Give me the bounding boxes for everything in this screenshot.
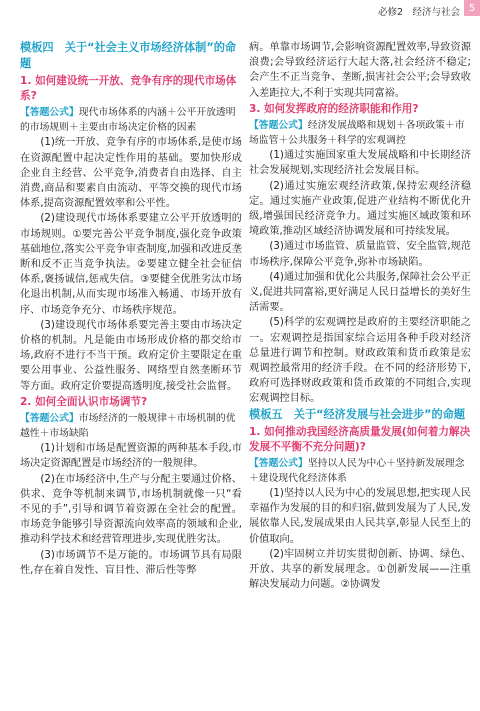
question-heading: 2. 如何全面认识市场调节? <box>20 395 148 408</box>
left-column <box>20 40 242 578</box>
page-header <box>0 0 480 22</box>
formula-tag: 【答题公式】 <box>249 119 308 131</box>
running-header: 必修2 经济与社会 <box>377 7 460 18</box>
paragraph: (2)通过实施宏观经济政策,保持宏观经济稳定。通过实施产业政策,促进产业结构不断优化升级,增强国民经济竞争力。通过实施区域政策和环境政策,推动区域经济协调发展和可持续发展。 <box>249 180 471 238</box>
formula-tag: 【答题公式】 <box>20 412 79 424</box>
paragraph: (3)通过市场监管、质量监管、安全监管,规范市场秩序,保障公平竞争,弥补市场缺陷。 <box>249 241 471 268</box>
paragraph: (2)建设现代市场体系要建立公平开放透明的市场规则。①要完善公平竞争制度,强化竞争政策基础地位,落实公平竞争审查制度,加强和改进反垄断和反不正当竞争执法。②要建立健全社会征信体系,褒扬诚信,惩戒失信。③要健全优胜劣汰市场化退出机制,从而实现市场准入畅通、市场开放有序、市场竞争充分、市场秩序规范。 <box>20 213 242 316</box>
module-title: 模板五 关于“经济发展与社会进步”的命题 <box>249 407 466 421</box>
formula-tag: 【答题公式】 <box>20 107 79 118</box>
paragraph: (4)通过加强和优化公共服务,保障社会公平正义,促进共同富裕,更好满足人民日益增长的美好生活需要。 <box>249 271 471 314</box>
paragraph: (2)牢固树立并切实贯彻创新、协调、绿色、开放、共享的新发展理念。①创新发展——注重解决发展动力问题。②协调发 <box>249 548 471 591</box>
paragraph: (2)在市场经济中,生产与分配主要通过价格、供求、竞争等机制来调节,市场机制就像一只“看不见的手”,引导和调节着资源在全社会的配置。市场竞争能够引导资源流向效率高的领域和企业,推动科学技术和经营管理进步,实现优胜劣汰。 <box>20 473 242 546</box>
paragraph: (1)统一开放、竞争有序的市场体系,是使市场在资源配置中起决定性作用的基础。要加快形成企业自主经营、公平竞争,消费者自由选择、自主消费,商品和要素自由流动、平等交换的现代市场体系,提高资源配置效率和公平性。 <box>20 137 242 210</box>
paragraph: 病。单靠市场调节,会影响资源配置效率,导致资源浪费;会导致经济运行大起大落,社会经济不稳定;会产生不正当竞争、垄断,损害社会公平;会导致收入差距拉大,不利于实现共同富裕。 <box>249 42 471 99</box>
paragraph: (1)坚持以人民为中心的发展思想,把实现人民幸福作为发展的目的和归宿,做到发展为了人民,发展依靠人民,发展成果由人民共享,彰显人民至上的价值取向。 <box>249 488 471 545</box>
answer-formula <box>20 411 242 441</box>
answer-formula <box>249 456 471 486</box>
paragraph: (1)计划和市场是配置资源的两种基本手段,市场决定资源配置是市场经济的一般规律。 <box>20 443 242 470</box>
answer-formula <box>249 118 471 148</box>
formula-text: 现代市场体系的内涵＋公平开放透明的市场规则＋主要由市场决定价格的因素 <box>20 107 236 134</box>
answer-formula <box>20 105 242 135</box>
paragraph: (5)科学的宏观调控是政府的主要经济职能之一。宏观调控是指国家综合运用各种手段对经济总量进行调节和控制。财政政策和货币政策是宏观调控最常用的经济手段。在不同的经济形势下,政府可选择财政政策和货币政策的不同组合,实现宏观调控目标。 <box>249 317 471 405</box>
module-title: 模板四 关于“社会主义市场经济体制”的命题 <box>20 41 237 70</box>
paragraph: (3)建设现代市场体系要完善主要由市场决定价格的机制。凡是能由市场形成价格的都交给市场,政府不进行不当干预。政府定价主要限定在重要公用事业、公益性服务、网络型自然垄断环节等方面。政府定价要提高透明度,接受社会监督。 <box>20 319 242 392</box>
formula-text: 经济发展战略和规划＋各项政策＋市场监管＋公共服务＋科学的宏观调控 <box>249 119 465 147</box>
question-heading: 3. 如何发挥政府的经济职能和作用? <box>249 102 419 115</box>
formula-text: 市场经济的一般规律＋市场机制的优越性＋市场缺陷 <box>20 412 236 440</box>
question-heading: 1. 如何推动我国经济高质量发展(如何着力解决发展不平衡不充分问题)? <box>249 425 471 453</box>
paragraph: (1)通过实施国家重大发展战略和中长期经济社会发展规划,实现经济社会发展目标。 <box>249 150 471 177</box>
question-heading: 1. 如何建设统一开放、竞争有序的现代市场体系? <box>20 75 237 102</box>
page-number: 5 <box>464 0 480 16</box>
formula-text: 坚持以人民为中心＋坚持新发展理念＋建设现代化经济体系 <box>249 457 465 484</box>
paragraph: (3)市场调节不是万能的。市场调节具有局限性,存在着自发性、盲目性、滞后性等弊 <box>20 549 242 576</box>
formula-tag: 【答题公式】 <box>249 457 308 469</box>
right-column <box>249 40 471 593</box>
